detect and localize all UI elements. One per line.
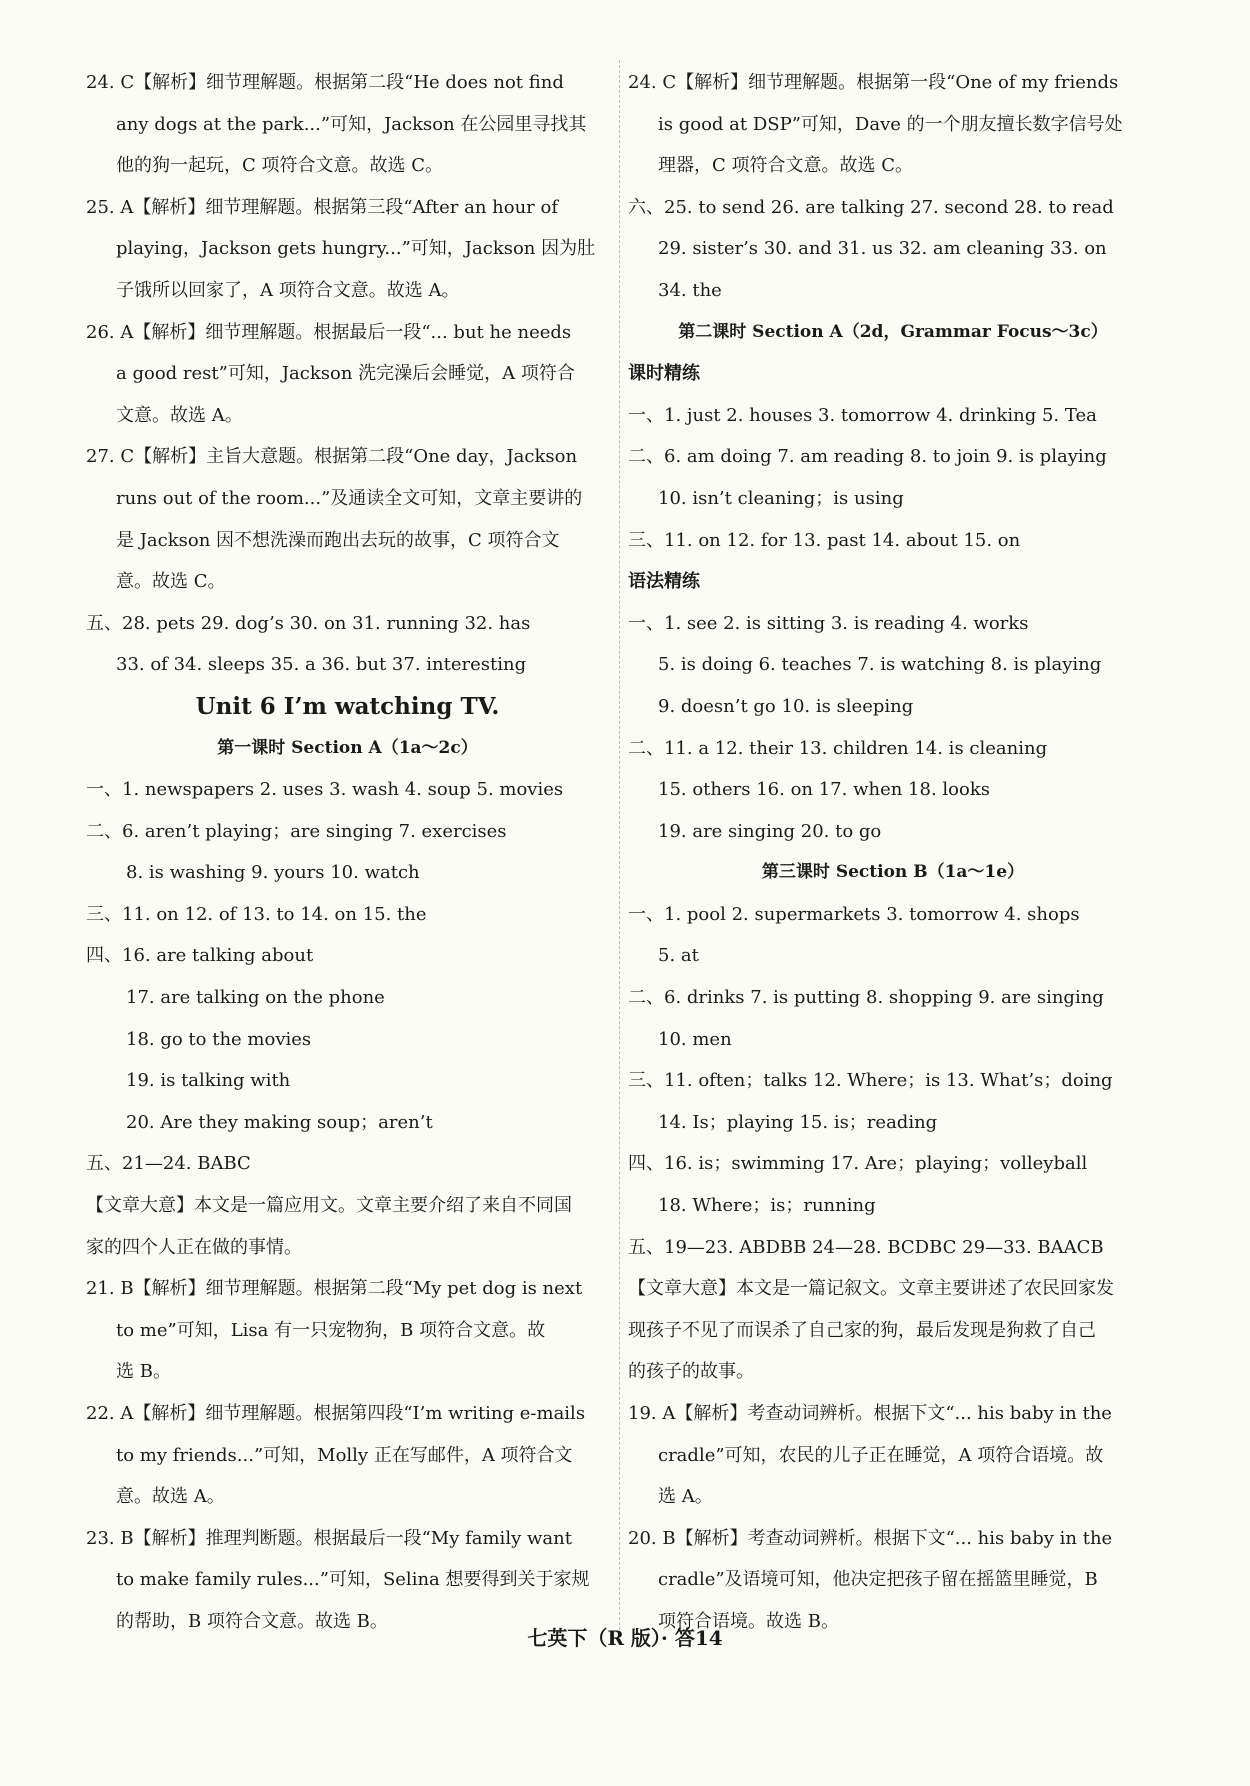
summary-line: 家的四个人正在做的事情。: [86, 1236, 302, 1258]
answer-line: 意。故选 C。: [116, 571, 226, 593]
answer-line: 27. C【解析】主旨大意题。根据第二段“One day，Jackson: [86, 446, 578, 468]
answer-line: cradle”及语境可知，他决定把孩子留在摇篮里睡觉，B: [658, 1569, 1098, 1591]
answer-line: 选 B。: [116, 1361, 171, 1383]
answer-line: 一、1. pool 2. supermarkets 3. tomorrow 4. shops: [628, 903, 1080, 925]
summary-line: 【文章大意】本文是一篇记叙文。文章主要讲述了农民回家发: [628, 1278, 1114, 1300]
answer-line: 24. C【解析】细节理解题。根据第一段“One of my friends: [628, 72, 1119, 93]
answer-line: 的帮助，B 项符合文意。故选 B。: [116, 1610, 388, 1632]
answer-line: 19. A【解析】考查动词辨析。根据下文“... his baby in the: [628, 1403, 1112, 1424]
answer-line: to my friends...”可知，Molly 正在写邮件，A 项符合文: [116, 1444, 573, 1466]
answer-line: 五、28. pets 29. dog’s 30. on 31. running 32. has: [86, 612, 531, 634]
answer-line: 一、1. newspapers 2. uses 3. wash 4. soup 5. movies: [86, 779, 564, 801]
answer-line: cradle”可知，农民的儿子正在睡觉，A 项符合语境。故: [658, 1444, 1104, 1466]
answer-line: a good rest”可知，Jackson 洗完澡后会睡觉，A 项符合: [116, 363, 575, 385]
section-subheading: 第一课时 Section A（1a～2c）: [217, 737, 478, 758]
answer-line: 9. doesn’t go 10. is sleeping: [658, 695, 914, 717]
answer-line: 19. are singing 20. to go: [658, 820, 882, 842]
section-label: 语法精练: [628, 571, 700, 593]
answer-line: 33. of 34. sleeps 35. a 36. but 37. interesting: [116, 654, 527, 676]
answer-line: 意。故选 A。: [116, 1486, 225, 1508]
unit-heading: Unit 6 I’m watching TV.: [195, 692, 500, 720]
answer-line: 二、6. aren’t playing；are singing 7. exercises: [86, 820, 507, 842]
answer-line: 23. B【解析】推理判断题。根据最后一段“My family want: [86, 1527, 572, 1549]
answer-line: any dogs at the park...”可知，Jackson 在公园里寻找其: [116, 113, 587, 135]
answer-line: 10. isn’t cleaning；is using: [658, 487, 904, 509]
answer-line: 一、1. just 2. houses 3. tomorrow 4. drinking 5. Tea: [628, 404, 1097, 426]
answer-line: to make family rules...”可知，Selina 想要得到关于家规: [116, 1569, 590, 1591]
answer-line: 22. A【解析】细节理解题。根据第四段“I’m writing e-mails: [86, 1403, 586, 1424]
answer-line: 8. is washing 9. yours 10. watch: [126, 862, 420, 884]
answer-line: playing，Jackson gets hungry...”可知，Jackson 因为肚: [116, 238, 596, 260]
summary-line: 的孩子的故事。: [628, 1361, 754, 1383]
summary-line: 现孩子不见了而误杀了自己家的狗，最后发现是狗救了自己: [628, 1319, 1096, 1341]
section-subheading: 第三课时 Section B（1a～1e）: [761, 862, 1025, 883]
answer-line: 五、21—24. BABC: [86, 1153, 251, 1175]
answer-line: 24. C【解析】细节理解题。根据第二段“He does not find: [86, 72, 564, 93]
right-column: [628, 62, 1158, 1643]
answer-line: 19. is talking with: [126, 1070, 291, 1092]
answer-line: 20. Are they making soup；aren’t: [126, 1111, 433, 1133]
answer-line: 14. Is；playing 15. is；reading: [658, 1111, 938, 1133]
answer-line: 选 A。: [658, 1486, 713, 1508]
answer-line: 17. are talking on the phone: [126, 987, 385, 1009]
answer-line: 三、11. often；talks 12. Where；is 13. What’s；doing: [628, 1070, 1113, 1092]
answer-line: 10. men: [658, 1028, 732, 1050]
answer-line: 五、19—23. ABDBB 24—28. BCDBC 29—33. BAACB: [628, 1236, 1104, 1258]
answer-line: 项符合语境。故选 B。: [658, 1610, 839, 1632]
column-divider: [619, 60, 620, 1630]
answer-line: 34. the: [658, 279, 722, 301]
answer-line: 15. others 16. on 17. when 18. looks: [658, 779, 990, 801]
answer-line: 六、25. to send 26. are talking 27. second 28. to read: [628, 196, 1114, 218]
answer-line: 他的狗一起玩，C 项符合文意。故选 C。: [116, 155, 443, 177]
answer-line: to me”可知，Lisa 有一只宠物狗，B 项符合文意。故: [116, 1319, 546, 1341]
answer-line: 18. Where；is；running: [658, 1195, 876, 1217]
answer-line: 三、11. on 12. for 13. past 14. about 15. on: [628, 529, 1021, 551]
answer-line: 三、11. on 12. of 13. to 14. on 15. the: [86, 903, 427, 925]
answer-line: 理器，C 项符合文意。故选 C。: [658, 155, 913, 177]
answer-line: 5. at: [658, 945, 699, 967]
answer-line: 26. A【解析】细节理解题。根据最后一段“... but he needs: [86, 321, 572, 343]
answer-line: 二、6. am doing 7. am reading 8. to join 9. is playing: [628, 446, 1107, 468]
answer-line: 四、16. are talking about: [86, 945, 314, 967]
answer-line: runs out of the room...”及通读全文可知，文章主要讲的: [116, 487, 583, 509]
answer-line: 二、11. a 12. their 13. children 14. is cleaning: [628, 737, 1048, 759]
answer-line: is good at DSP”可知，Dave 的一个朋友擅长数字信号处: [658, 113, 1123, 135]
summary-line: 【文章大意】本文是一篇应用文。文章主要介绍了来自不同国: [86, 1195, 572, 1217]
answer-line: 21. B【解析】细节理解题。根据第二段“My pet dog is next: [86, 1278, 583, 1300]
answer-line: 一、1. see 2. is sitting 3. is reading 4. works: [628, 612, 1029, 634]
answer-line: 20. B【解析】考查动词辨析。根据下文“... his baby in the: [628, 1527, 1113, 1549]
section-label: 课时精练: [628, 363, 700, 385]
answer-line: 29. sister’s 30. and 31. us 32. am cleaning 33. on: [658, 238, 1107, 260]
section-subheading: 第二课时 Section A（2d，Grammar Focus～3c）: [678, 321, 1108, 342]
answer-line: 18. go to the movies: [126, 1028, 312, 1050]
answer-line: 二、6. drinks 7. is putting 8. shopping 9. are singing: [628, 987, 1104, 1009]
answer-line: 25. A【解析】细节理解题。根据第三段“After an hour of: [86, 196, 558, 218]
answer-line: 是 Jackson 因不想洗澡而跑出去玩的故事，C 项符合文: [116, 529, 560, 551]
left-column: [86, 62, 609, 1643]
answer-line: 5. is doing 6. teaches 7. is watching 8. is playing: [658, 654, 1102, 676]
answer-line: 四、16. is；swimming 17. Are；playing；volleyball: [628, 1153, 1088, 1175]
answer-line: 文意。故选 A。: [116, 404, 243, 426]
answer-line: 子饿所以回家了，A 项符合文意。故选 A。: [116, 279, 460, 301]
page-footer: 七英下（R 版）· 答14: [527, 1626, 723, 1650]
